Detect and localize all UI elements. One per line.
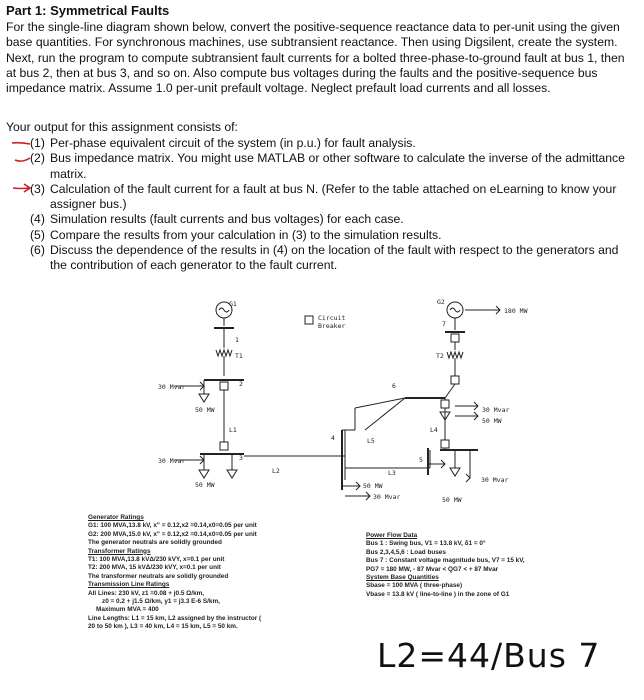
item-number: (1) — [30, 136, 45, 150]
label-bus-2: 2 — [239, 380, 243, 388]
line-mva: Maximum MVA = 400 — [96, 606, 159, 614]
item-text: Bus impedance matrix. You might use MATLAB or other software to calculate the inverse of the admittance matrix. — [50, 151, 625, 181]
list-item — [30, 243, 636, 274]
transformer-ratings-title: Transformer Ratings — [88, 547, 151, 555]
line-all: All Lines: 230 kV, z1 =0.08 + j0.5 Ω/km, — [88, 589, 205, 597]
line-z0: z0 = 0.2 + j1.5 Ω/km, y1 = j3.3 E-6 S/km, — [102, 598, 220, 606]
g2-rating: G2: 200 MVA,15.0 kV, x" = 0.12,x2 =0.14,x0=0.05 per unit — [88, 530, 257, 538]
transformer-note: The transformer neutrals are solidly grounded — [88, 572, 229, 580]
label-bus2-mw: 50 MW — [195, 406, 215, 414]
item-text: Compare the results from your calculation in (3) to the simulation results. — [50, 227, 442, 242]
list-item — [30, 151, 636, 182]
label-bus-3: 3 — [239, 454, 243, 462]
label-bus-7: 7 — [442, 320, 446, 328]
handwritten-note: L2=44/Bus 7 — [377, 636, 601, 675]
label-bus6-mw: 50 MW — [482, 417, 502, 425]
red-annotation-marks — [10, 136, 70, 196]
item-number: (3) — [30, 181, 45, 196]
label-t2: T2 — [436, 352, 444, 360]
label-l3: L3 — [388, 469, 396, 477]
item-number: (5) — [30, 227, 45, 242]
system-data-block — [366, 532, 636, 599]
item-text: Per-phase equivalent circuit of the system (in p.u.) for fault analysis. — [50, 136, 416, 150]
power-flow-loads: Bus 2,3,4,5,6 : Load buses — [366, 548, 446, 556]
label-t1: T1 — [235, 352, 243, 360]
transformer-t1 — [216, 350, 232, 356]
g1-rating: G1: 100 MVA,13.8 kV, x" = 0.12,x2 =0.14,x0=0.05 per unit — [88, 522, 257, 530]
line-lengths-1: Line Lengths: L1 = 15 km, L2 assigned by the instructor ( — [88, 614, 262, 622]
transformer-t2 — [447, 352, 463, 358]
label-g2-mw: 180 MW — [504, 307, 528, 315]
line-lengths-2: 20 to 50 km ), L3 = 40 km, L4 = 15 km, L5 = 50 km. — [88, 623, 238, 631]
label-g2: G2 — [437, 298, 445, 306]
deliverables-list — [30, 136, 636, 274]
label-l2: L2 — [272, 467, 280, 475]
system-base-sbase: Sbase = 100 MVA ( three-phase) — [366, 582, 463, 590]
single-line-diagram — [0, 290, 644, 515]
output-title: Your output for this assignment consists of: — [6, 120, 238, 134]
label-cb-1: Circuit — [318, 314, 346, 322]
item-text: Simulation results (fault currents and bus voltages) for each case. — [50, 212, 404, 227]
label-bus-4: 4 — [331, 434, 335, 442]
part-title: Part 1: Symmetrical Faults — [6, 3, 170, 18]
t2-rating: T2: 200 MVA, 15 kVΔ/230 kVY, x=0.1 per unit — [88, 564, 221, 572]
label-cb-2: Breaker — [318, 322, 346, 330]
circuit-breaker-legend — [305, 316, 313, 324]
system-base-title: System Base Quantities — [366, 574, 439, 582]
system-base-vbase: Vbase = 13.8 kV ( line-to-line ) in the zone of G1 — [366, 590, 510, 598]
power-flow-bus1: Bus 1 : Swing bus, V1 = 13.8 kV, δ1 = 0° — [366, 540, 486, 548]
label-l4: L4 — [430, 426, 438, 434]
label-bus5-mvar: 30 Mvar — [481, 476, 509, 484]
label-bus-1: 1 — [235, 336, 239, 344]
label-bus5-mw: 50 MW — [442, 496, 462, 504]
label-bus3-mvar: 30 Mvar — [158, 457, 186, 465]
item-text: Discuss the dependence of the results in (4) on the location of the fault with respect to the generators and the contribution of each generator to the fault current. — [50, 243, 619, 273]
intro-paragraph: For the single-line diagram shown below, convert the positive-sequence reactance data to per-unit using the given base quantities. For synchronous machines, use subtransient reactance. Then using Digsilent, create the system. Next, run the program to compute subtransient fault currents for a bolted three-phase-to-ground fault at bus 1, then at bus 2, then at bus 3, and so on. Also compute bus voltages during the faults and the positive-sequence bus impedance matrix. Assume 1.0 per-unit prefault voltage. Neglect prefault load currents and all losses. — [6, 20, 625, 96]
label-bus-5: 5 — [419, 456, 423, 464]
list-item — [30, 182, 636, 213]
power-flow-title: Power Flow Data — [366, 532, 418, 539]
label-bus4-mvar: 30 Mvar — [373, 493, 401, 501]
item-text: Calculation of the fault current for a fault at bus N. (Refer to the table attached on eLearning to know your assigner bus.) — [50, 181, 617, 212]
label-bus6-mvar: 30 Mvar — [482, 406, 510, 414]
generator-note: The generator neutrals are solidly grounded — [88, 539, 222, 547]
label-l5: L5 — [367, 437, 375, 445]
item-number: (2) — [30, 151, 45, 166]
item-number: (6) — [30, 243, 45, 258]
label-bus2-mvar: 30 Mvar — [158, 383, 186, 391]
power-flow-bus7: Bus 7 : Constant voltage magnitude bus, V7 = 15 kV, — [366, 557, 525, 565]
list-item — [30, 136, 636, 151]
power-flow-pg7: PG7 = 180 MW, - 87 Mvar < QG7 < + 87 Mvar — [366, 565, 499, 573]
generator-ratings-title: Generator Ratings — [88, 514, 144, 521]
label-l1: L1 — [229, 426, 237, 434]
label-bus3-mw: 50 MW — [195, 481, 215, 489]
list-item — [30, 212, 636, 227]
item-number: (4) — [30, 212, 45, 227]
t1-rating: T1: 100 MVA,13.8 kVΔ/230 kVY, x=0.1 per unit — [88, 556, 225, 564]
line-ratings-title: Transmission Line Ratings — [88, 581, 170, 589]
label-bus4-mw: 50 MW — [363, 482, 383, 490]
ratings-block — [88, 514, 358, 632]
list-item — [30, 228, 636, 243]
label-bus-6: 6 — [392, 382, 396, 390]
label-g1: G1 — [229, 300, 237, 308]
